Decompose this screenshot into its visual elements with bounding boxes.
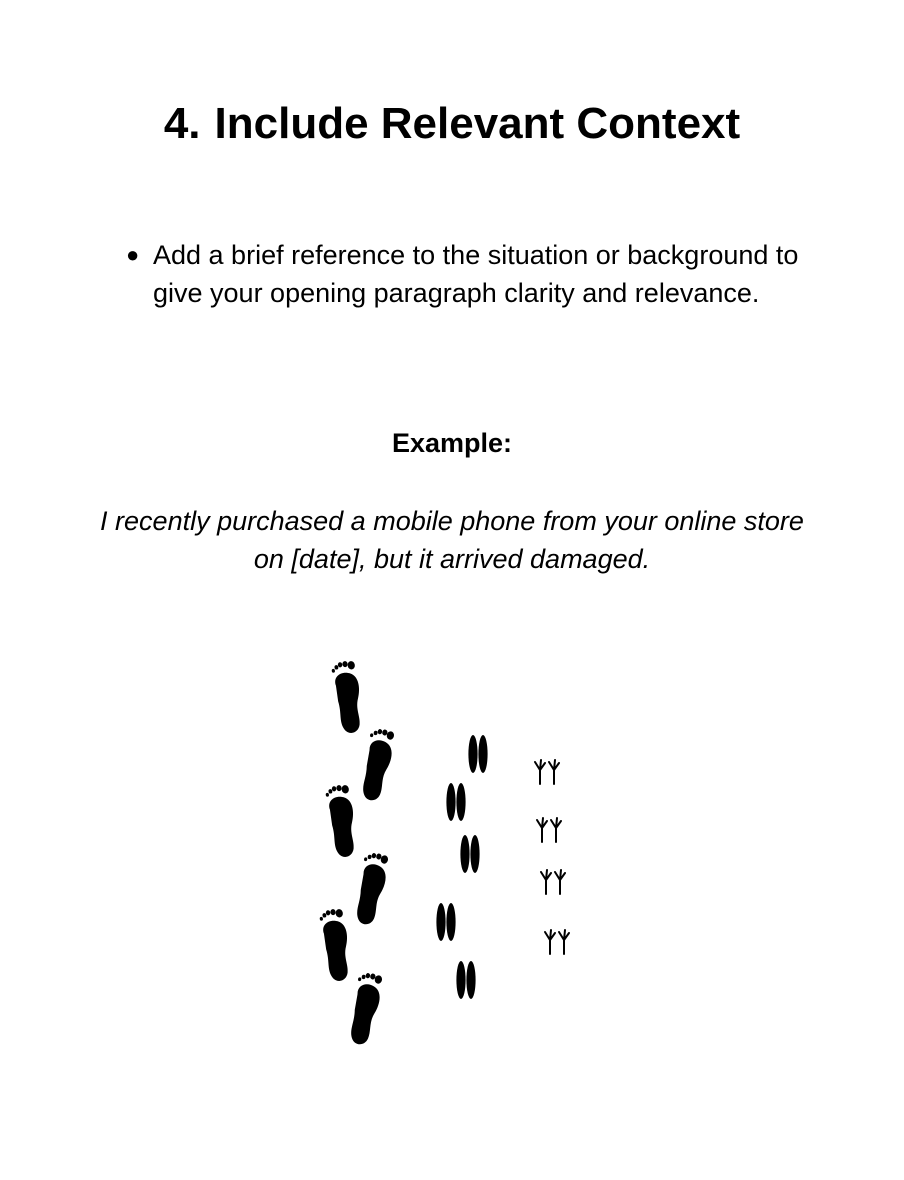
footprint-icon — [359, 727, 396, 802]
footprint-icon — [347, 971, 384, 1046]
bullet-dot-icon: ● — [126, 242, 140, 267]
animal-tracks-icon — [300, 650, 620, 1060]
section-title: Include Relevant Context — [214, 99, 741, 148]
footprint-icon — [331, 660, 366, 735]
bullet-list — [124, 236, 804, 312]
bird-track-icon — [535, 760, 559, 784]
footprint-icon — [325, 784, 360, 859]
example-text: I recently purchased a mobile phone from your online store on [date], but it arrived damaged. — [100, 506, 804, 574]
bird-track-icon — [545, 930, 569, 954]
footprint-icon — [319, 908, 354, 983]
page-title — [0, 96, 904, 152]
hoofprint-icon — [460, 835, 479, 873]
hoofprint-icon — [456, 961, 475, 999]
hoofprint-icon — [468, 735, 487, 773]
section-number: 4. — [163, 99, 201, 148]
bird-track-icon — [541, 870, 565, 894]
example-label: Example: — [391, 428, 513, 458]
bullet-item — [124, 236, 804, 312]
hoofprint-icon — [436, 903, 455, 941]
bullet-text: Add a brief reference to the situation or background to give your opening paragraph clarity and relevance. — [153, 240, 799, 308]
bird-track-icon — [537, 818, 561, 842]
hoofprint-icon — [446, 783, 465, 821]
footprint-icon — [353, 851, 390, 926]
